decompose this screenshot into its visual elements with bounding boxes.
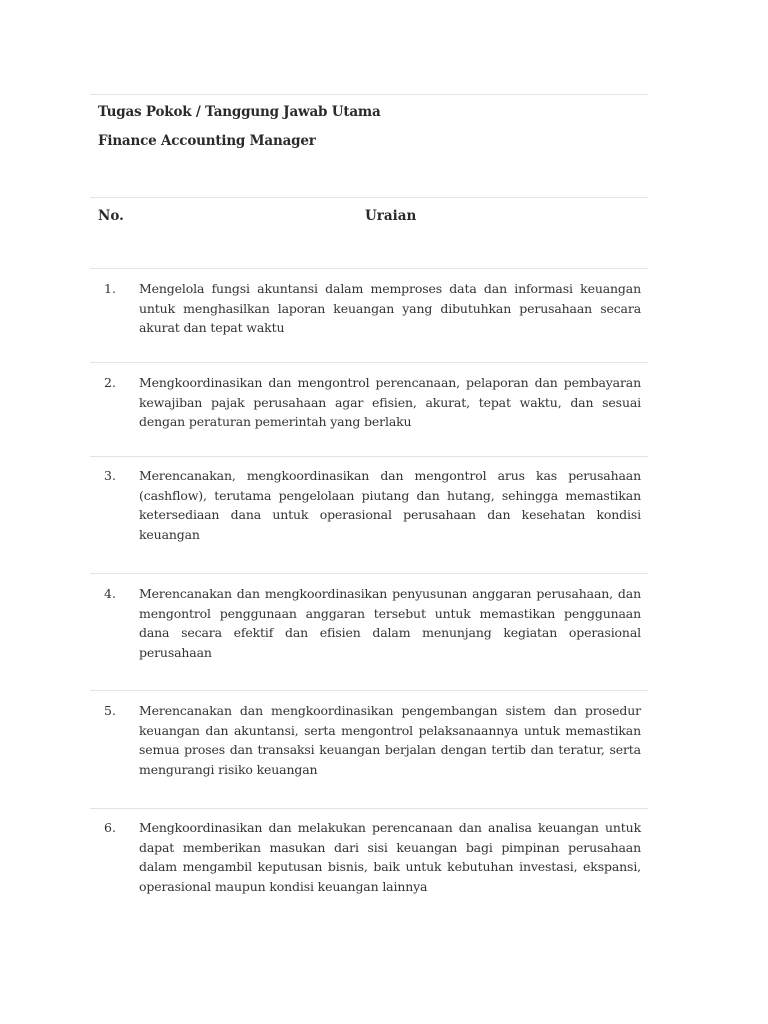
row-number: 2. <box>104 375 116 390</box>
row-description: Mengkoordinasikan dan mengontrol perencanaan, pelaporan dan pembayaran kewajiban pajak perusahaan agar efisien, akurat, tepat waktu, dan sesuai dengan peraturan pemerintah yang berlaku <box>139 375 641 429</box>
header-divider <box>90 268 648 269</box>
row-divider <box>90 808 648 809</box>
row-description: Mengelola fungsi akuntansi dalam memproses data dan informasi keuangan untuk menghasilkan laporan keuangan yang dibutuhkan perusahaan secara akurat dan tepat waktu <box>139 281 641 335</box>
row-number: 6. <box>104 820 116 835</box>
row-description: Mengkoordinasikan dan melakukan perencanaan dan analisa keuangan untuk dapat memberikan masukan dari sisi keuangan bagi pimpinan perusahaan dalam mengambil keputusan bisnis, baik untuk kebutuhan investasi, ekspansi, operasional maupun kondisi keuangan lainnya <box>139 820 641 894</box>
row-divider <box>90 690 648 691</box>
row-description: Merencanakan, mengkoordinasikan dan mengontrol arus kas perusahaan (cashflow), terutama pengelolaan piutang dan hutang, sehingga memastikan ketersediaan dana untuk operasional perusahaan dan kesehatan kondisi keuangan <box>139 468 641 542</box>
row-divider <box>90 362 648 363</box>
row-divider <box>90 456 648 457</box>
row-number: 1. <box>104 281 116 296</box>
table-top-border <box>90 197 648 198</box>
position-title: Finance Accounting Manager <box>98 133 316 149</box>
row-description: Merencanakan dan mengkoordinasikan penyusunan anggaran perusahaan, dan mengontrol penggunaan anggaran tersebut untuk memastikan penggunaan dana secara efektif dan efisien dalam menunjang kegiatan operasional perusahaan <box>139 586 641 660</box>
column-header-no: No. <box>98 208 124 224</box>
row-number: 3. <box>104 468 116 483</box>
row-number: 4. <box>104 586 116 601</box>
column-header-uraian: Uraian <box>365 208 417 224</box>
row-divider <box>90 573 648 574</box>
top-divider <box>90 94 648 95</box>
row-description: Merencanakan dan mengkoordinasikan pengembangan sistem dan prosedur keuangan dan akuntansi, serta mengontrol pelaksanaannya untuk memastikan semua proses dan transaksi keuangan berjalan dengan tertib dan teratur, serta mengurangi risiko keuangan <box>139 703 641 777</box>
row-number: 5. <box>104 703 116 718</box>
section-title: Tugas Pokok / Tanggung Jawab Utama <box>98 104 381 120</box>
